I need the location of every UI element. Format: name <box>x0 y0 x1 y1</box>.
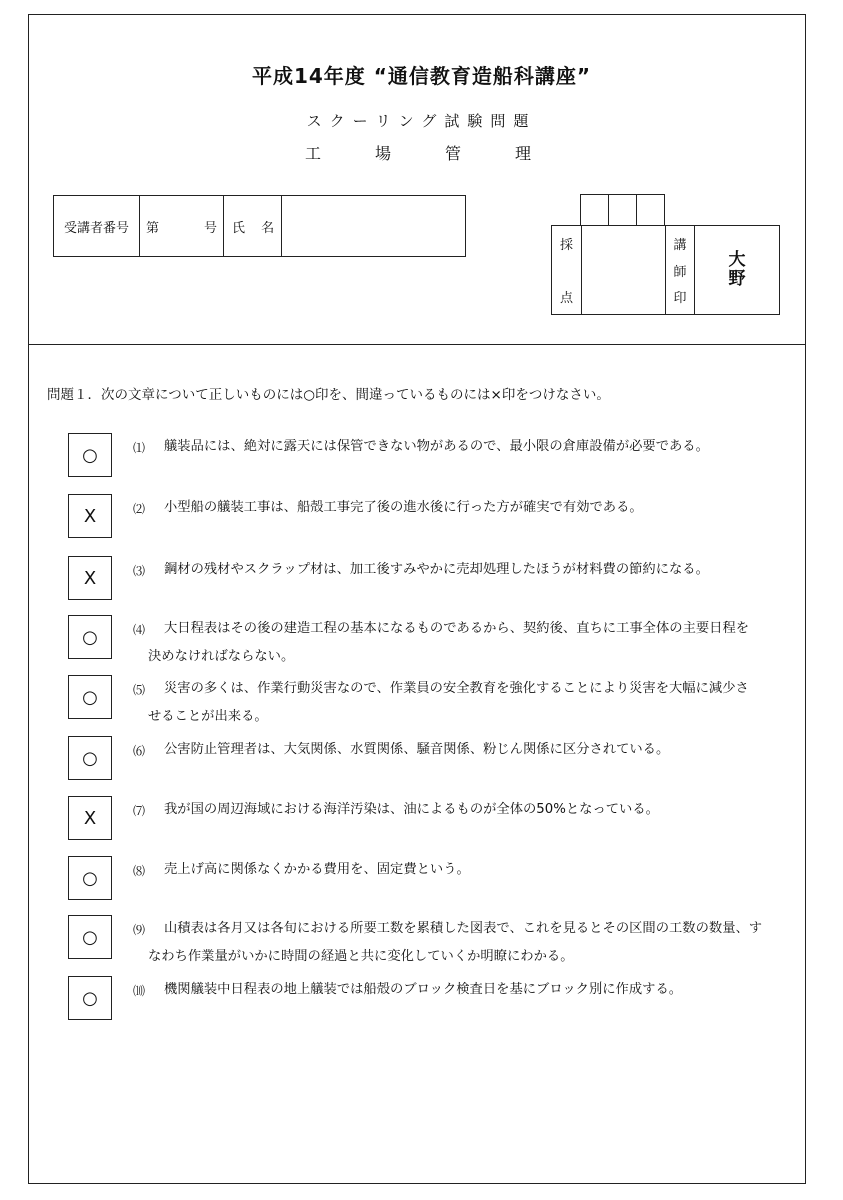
question-number: ⑸ <box>133 683 146 697</box>
seal-char: 野 <box>728 269 746 289</box>
question-text: 売上げ高に関係なくかかる費用を、固定費という。 <box>164 862 470 877</box>
number-suffix: 号 <box>203 220 217 236</box>
question-text: 小型船の艤装工事は、船殻工事完了後の進水後に行った方が確実で有効である。 <box>164 500 643 515</box>
score-tab <box>609 195 637 226</box>
answer-box[interactable]: ○ <box>68 675 112 719</box>
question-text: 公害防止管理者は、大気関係、水質関係、騒音関係、粉じん関係に区分されている。 <box>164 742 670 757</box>
name-field[interactable] <box>282 196 465 256</box>
score-tabs <box>580 194 665 226</box>
question-text: 鋼材の残材やスクラップ材は、加工後すみやかに売却処理したほうが材料費の節約になる。 <box>164 562 709 577</box>
question-text: 我が国の周辺海域における海洋汚染は、油によるものが全体の50%となっている。 <box>164 802 659 817</box>
seal-char: 大 <box>728 250 746 270</box>
name-label: 氏 名 <box>224 196 282 256</box>
score-label-char: 点 <box>559 291 573 306</box>
question-text-continued: なわち作業量がいかに時間の経過と共に変化していくか明瞭にわかる。 <box>148 949 574 964</box>
student-number-field[interactable] <box>140 196 224 256</box>
answer-box[interactable]: ○ <box>68 976 112 1020</box>
answer-box[interactable]: ○ <box>68 915 112 959</box>
answer-box[interactable]: ○ <box>68 856 112 900</box>
score-tab <box>581 195 609 226</box>
instructor-label-char: 師 <box>673 264 687 280</box>
question-text: 艤装品には、絶対に露天には保管できない物があるので、最小限の倉庫設備が必要である。 <box>164 439 709 454</box>
question-header: 問題１．次の文章について正しいものには○印を、間違っているものには×印をつけなさい。 <box>47 387 610 403</box>
exam-subtitle: スクーリング試験問題 <box>306 112 537 130</box>
question-number: ⑺ <box>133 804 146 818</box>
student-number-label: 受講者番号 <box>54 196 140 256</box>
page-frame <box>28 14 806 1184</box>
exam-title: 平成14年度 “通信教育造船科講座” <box>251 64 592 88</box>
question-number: ⑹ <box>133 744 146 758</box>
score-tab <box>637 195 664 226</box>
score-label-char: 採 <box>559 238 573 253</box>
answer-box[interactable]: X <box>68 494 112 538</box>
question-text: 大日程表はその後の建造工程の基本になるものであるから、契約後、直ちに工事全体の主要日程を <box>164 621 750 636</box>
question-number: ⑻ <box>133 864 146 878</box>
question-text: 山積表は各月又は各旬における所要工数を累積した図表で、これを見るとその区間の工数の数量、す <box>164 921 763 936</box>
instructor-label <box>666 226 695 314</box>
subject-char: 場 <box>374 144 391 163</box>
answer-box[interactable]: X <box>68 556 112 600</box>
header-divider <box>28 344 806 345</box>
answer-box[interactable]: ○ <box>68 736 112 780</box>
score-label <box>552 226 582 314</box>
question-text-continued: 決めなければならない。 <box>148 649 295 664</box>
question-number: ⑽ <box>133 984 146 998</box>
question-number: ⑷ <box>133 623 146 637</box>
answer-box[interactable]: ○ <box>68 615 112 659</box>
number-prefix: 第 <box>146 220 160 236</box>
student-info-table <box>53 195 466 257</box>
score-field[interactable] <box>582 226 666 314</box>
instructor-label-char: 印 <box>673 291 687 306</box>
question-number: ⑵ <box>133 502 146 516</box>
subject-char: 管 <box>444 144 461 163</box>
question-text: 災害の多くは、作業行動災害なので、作業員の安全教育を強化することにより災害を大幅に減少さ <box>164 681 749 696</box>
question-number: ⑶ <box>133 564 146 578</box>
answer-box[interactable]: X <box>68 796 112 840</box>
question-text: 機関艤装中日程表の地上艤装では船殻のブロック検査日を基にブロック別に作成する。 <box>164 982 683 997</box>
instructor-seal <box>695 226 779 314</box>
question-number: ⑴ <box>133 441 146 455</box>
question-number: ⑼ <box>133 923 146 937</box>
answer-box[interactable]: ○ <box>68 433 112 477</box>
grading-box <box>551 225 780 315</box>
question-text-continued: せることが出来る。 <box>148 709 268 724</box>
subject-char: 理 <box>514 144 531 163</box>
exam-subject <box>305 141 531 164</box>
instructor-label-char: 講 <box>673 238 687 253</box>
subject-char: 工 <box>305 144 322 163</box>
